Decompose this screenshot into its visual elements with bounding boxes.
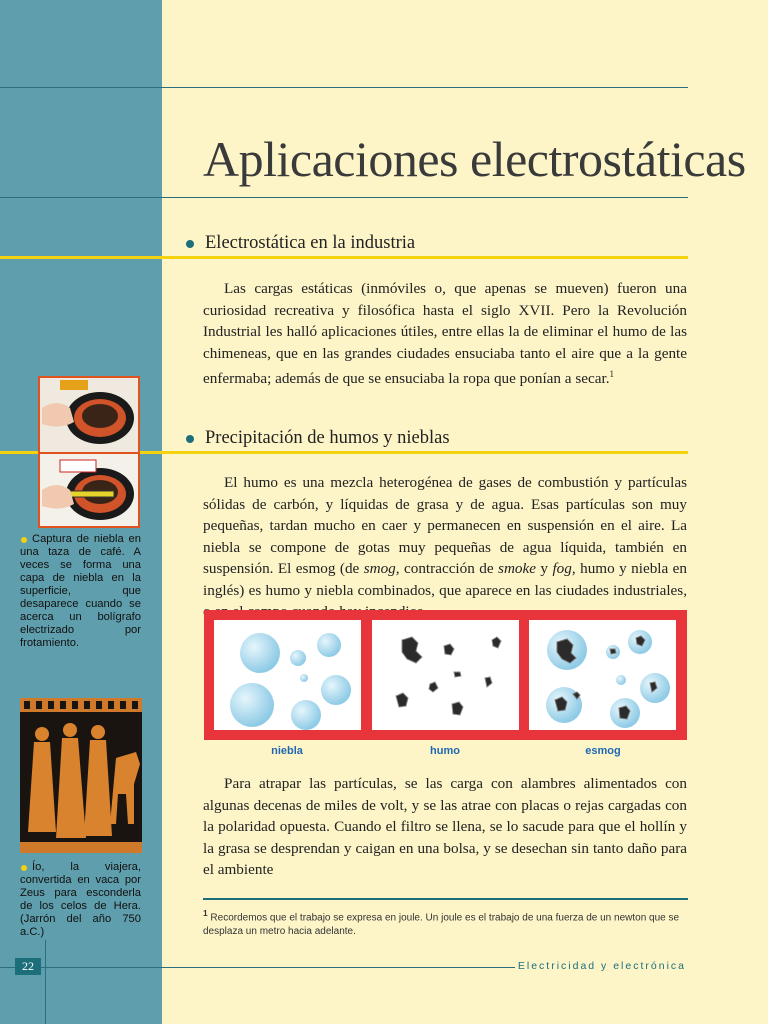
top-rule bbox=[0, 87, 688, 88]
section-heading bbox=[186, 428, 450, 449]
footnote-ref: 1 bbox=[609, 369, 614, 379]
paragraph: Para atrapar las partículas, se las carga con alambres alimentados con algunas decenas de miles de volt, y se las atrae con placas o rejas cargadas con la polaridad opuesta. Cuando el filtro se llena, se lo sacude para que el hollín y la grasa se desprendan y caigan en una bolsa, y se desechan sin tanto daño para el ambiente bbox=[203, 775, 687, 878]
coffee-caption: Captura de niebla en una taza de café. A veces se forma una capa de niebla en la superficie, que desaparece cuando se acerca un bolígrafo electrizado por frotamiento. bbox=[20, 533, 141, 649]
section-heading-text: Electrostática en la industria bbox=[205, 233, 416, 253]
fog-droplets-illustration bbox=[214, 620, 361, 730]
paragraph-text: Las cargas estáticas (inmóviles o, que apenas se mueven) fueron una curiosidad recreativa y filosófica hasta el siglo XVII. Pero la Revolución Industrial les halló aplicaciones útiles, entre ellas la de eliminar el humo de las chimeneas, que en las grandes ciudades ensuciaba tanto el aire que a la gente enfermaba; además de que se ensuciaba la ropa que ponían a secar. bbox=[203, 280, 687, 388]
paragraph-text: y bbox=[536, 560, 553, 577]
smog-panel bbox=[529, 620, 676, 730]
title-rule bbox=[0, 197, 688, 198]
bullet-icon bbox=[186, 435, 194, 443]
term-smog: smog bbox=[363, 560, 396, 577]
vase-caption: Ío, la viajera, convertida en vaca por Zeus para esconderla de los celos de Hera. (Jarrón del año 750 a.C.) bbox=[20, 861, 141, 938]
fog-panel bbox=[214, 620, 361, 730]
footnote-number: 1 bbox=[203, 908, 208, 918]
footnote bbox=[203, 906, 689, 939]
page-vertical-rule bbox=[45, 940, 46, 1024]
greek-vase-photo bbox=[20, 698, 142, 853]
paragraph bbox=[203, 278, 687, 390]
paragraph bbox=[203, 472, 687, 623]
bullet-icon bbox=[186, 240, 194, 248]
paragraph-text: , humo y niebla en inglés) es humo y niebla combinados, que aparece en las ciudades industriales, bbox=[203, 560, 688, 599]
term-smoke: smoke bbox=[498, 560, 536, 577]
figure-label-smog: esmog bbox=[585, 745, 621, 757]
coffee-cup-illustration bbox=[40, 378, 138, 526]
section-heading bbox=[186, 233, 415, 254]
section-heading-text: Precipitación de humos y nieblas bbox=[205, 428, 450, 448]
greek-vase-illustration bbox=[20, 698, 142, 853]
footnote-rule bbox=[203, 898, 688, 900]
term-fog: fog bbox=[552, 560, 572, 577]
page-title: Aplicaciones electrostáticas bbox=[203, 131, 746, 187]
particles-figure bbox=[204, 610, 687, 740]
page-number: 22 bbox=[15, 958, 41, 975]
smoke-panel bbox=[372, 620, 519, 730]
paragraph-text: El humo es una mezcla heterogénea de gases de combustión y partículas sólidas de carbón, y líquidas de grasa y de agua. Esas partículas son muy pequeñas, tardan mucho en caer y permanecen en suspensión en el aire. La niebla se compone de gotas muy pequeñas de agua líquida, también en suspensión. El esmog (de bbox=[203, 474, 687, 577]
footnote-text: Recordemos que el trabajo se expresa en joule. Un joule es el trabajo de una fuerza de un newton que se desplaza un metro hacia adelante. bbox=[203, 912, 680, 938]
section1-rule bbox=[0, 256, 688, 259]
book-title: Electricidad y electrónica bbox=[517, 960, 686, 972]
paragraph-text: , contracción de bbox=[395, 560, 499, 577]
figure-label-fog: niebla bbox=[271, 745, 303, 757]
coffee-cup-photo bbox=[38, 376, 140, 528]
bottom-rule bbox=[0, 967, 515, 968]
smog-particles-illustration bbox=[529, 620, 676, 730]
smoke-particles-illustration bbox=[372, 620, 519, 730]
figure-label-smoke: humo bbox=[430, 745, 460, 757]
